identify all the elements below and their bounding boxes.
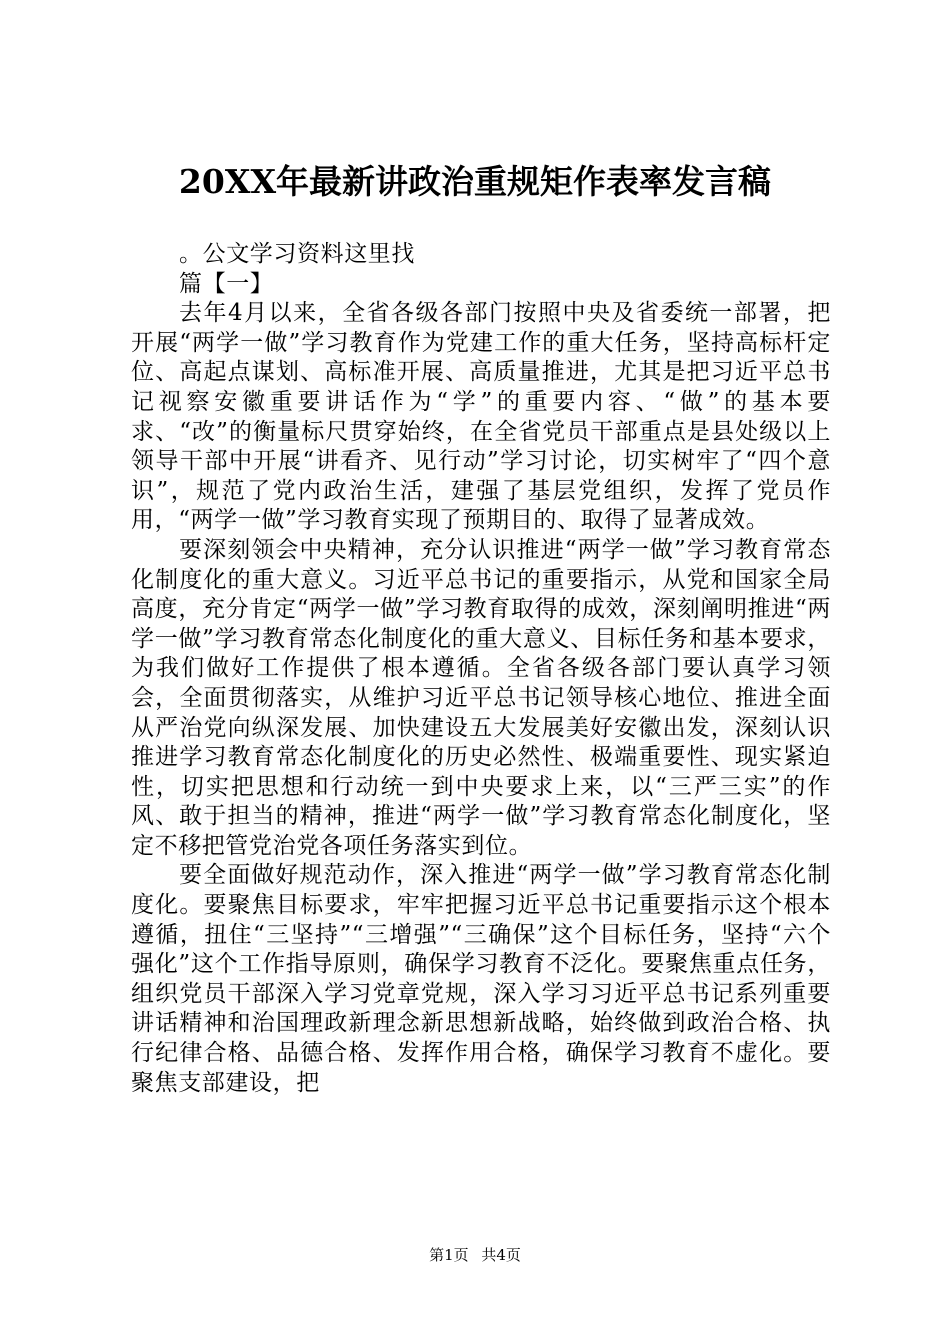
- intro-line: 。公文学习资料这里找: [179, 241, 415, 267]
- document-title: 20XX年最新讲政治重规矩作表率发言稿: [178, 162, 772, 201]
- page-number-total: 共4页: [481, 1246, 521, 1264]
- paragraph-3: 要全面做好规范动作，深入推进“两学一做”学习教育常态化制度化。要聚焦目标要求，牢牢把握习近平总书记重要指示这个根本遵循，扭住“三坚持”“三增强”“三确保”这个目标任务，坚持“六个强化”这个工作指导原则，确保学习教育不泛化。要聚焦重点任务，组织党员干部深入学习党章党规，深入学习习近平总书记系列重要讲话精神和治国理政新理念新思想新战略，始终做到政治合格、执行纪律合格、品德合格、发挥作用合格，确保学习教育不虚化。要聚焦支部建设，把: [131, 862, 831, 1096]
- document-body: [131, 240, 831, 1098]
- section-label: 篇【一】: [179, 270, 274, 297]
- page-footer: [0, 1245, 950, 1265]
- paragraph-1: 去年4月以来，全省各级各部门按照中央及省委统一部署，把开展“两学一做”学习教育作为党建工作的重大任务，坚持高标杆定位、高起点谋划、高标准开展、高质量推进，尤其是把习近平总书记视察安徽重要讲话作为“学”的重要内容、“做”的基本要求、“改”的衡量标尺贯穿始终，在全省党员干部重点是县处级以上领导干部中开展“讲看齐、见行动”学习讨论，切实树牢了“四个意识”，规范了党内政治生活，建强了基层党组织，发挥了党员作用，“两学一做”学习教育实现了预期目的、取得了显著成效。: [131, 300, 831, 534]
- page-number-current: 第1页: [429, 1246, 469, 1264]
- paragraph-2: 要深刻领会中央精神，充分认识推进“两学一做”学习教育常态化制度化的重大意义。习近平总书记的重要指示，从党和国家全局高度，充分肯定“两学一做”学习教育取得的成效，深刻阐明推进“两学一做”学习教育常态化制度化的重大意义、目标任务和基本要求，为我们做好工作提供了根本遵循。全省各级各部门要认真学习领会，全面贯彻落实，从维护习近平总书记领导核心地位、推进全面从严治党向纵深发展、加快建设五大发展美好安徽出发，深刻认识推进学习教育常态化制度化的历史必然性、极端重要性、现实紧迫性，切实把思想和行动统一到中央要求上来，以“三严三实”的作风、敢于担当的精神，推进“两学一做”学习教育常态化制度化，坚定不移把管党治党各项任务落实到位。: [131, 536, 831, 859]
